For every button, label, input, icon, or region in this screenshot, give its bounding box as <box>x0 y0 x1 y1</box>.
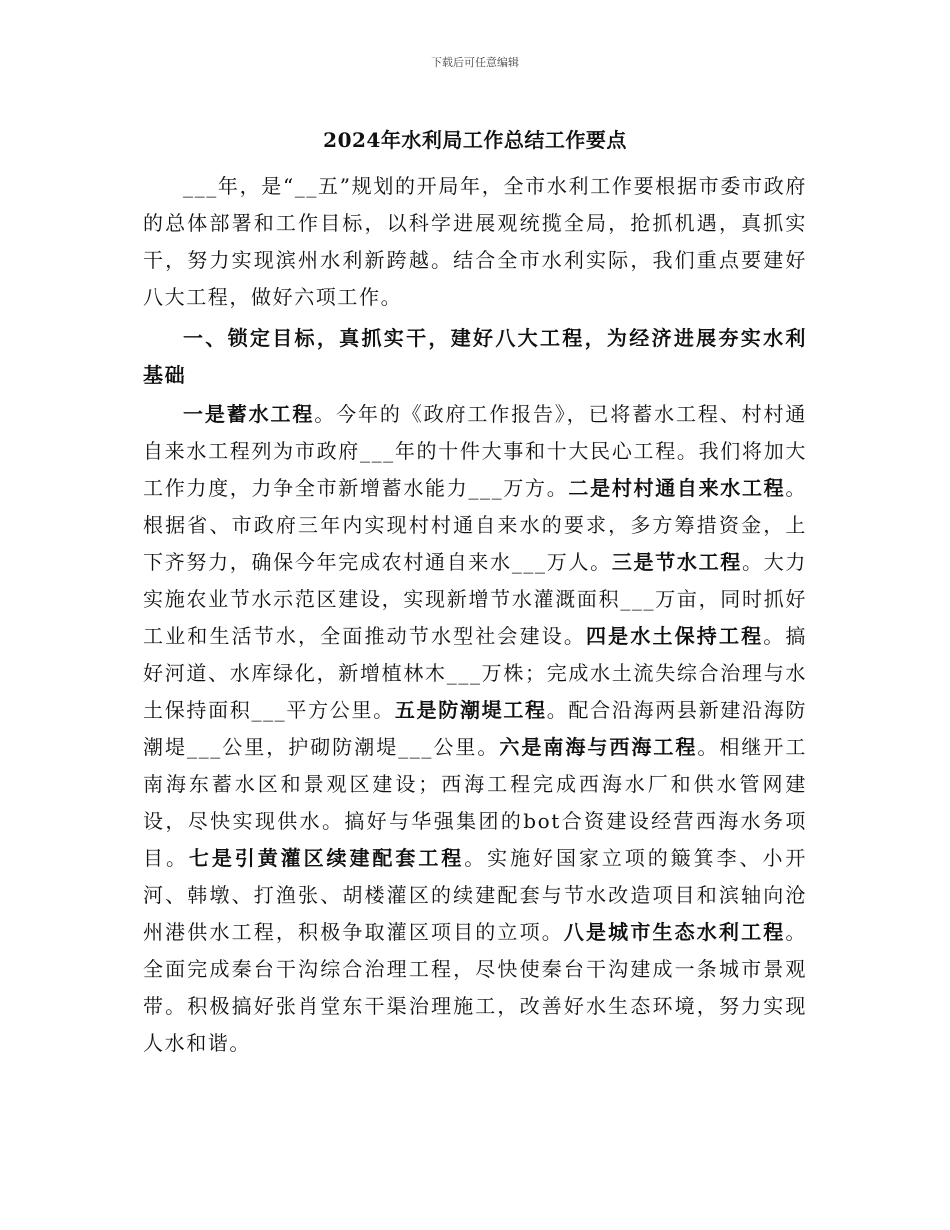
projects-paragraph <box>143 396 807 1062</box>
section-heading: 一、锁定目标，真抓实干，建好八大工程，为经济进展夯实水利基础 <box>143 326 807 387</box>
project-label: 二是村村通自来水工程 <box>568 476 786 500</box>
project-text: 。实施好国家立项的簸箕李、小开河、韩墩、打渔张、胡楼灌区的续建配套与节水改造项目和滨轴向沧州港供水工程，积极争取灌区项目的立项。 <box>143 846 807 944</box>
project-text: 。大力实施农业节水示范区建设，实现新增节水灌溉面积___万亩，同时抓好工业和生活节水，全面推动节水型社会建设。 <box>143 550 807 648</box>
project-text: 。根据省、市政府三年内实现村村通自来水的要求，多方筹措资金，上下齐努力，确保今年完成农村通自来水___万人。 <box>143 476 807 574</box>
project-label: 七是引黄灌区续建配套工程 <box>188 846 465 870</box>
intro-paragraph: ___年，是“__五”规划的开局年，全市水利工作要根据市委市政府的总体部署和工作目标，以科学进展观统揽全局，抢抓机遇，真抓实干，努力实现滨州水利新跨越。结合全市水利实际，我们重点要建好八大工程，做好六项工作。 <box>143 174 807 309</box>
project-label: 六是南海与西海工程 <box>499 735 698 759</box>
page-header: 下载后可任意编辑 <box>431 56 519 69</box>
project-label: 一是蓄水工程 <box>183 402 315 426</box>
project-label: 三是节水工程 <box>611 550 742 574</box>
project-text: 。相继开工南海东蓄水区和景观区建设；西海工程完成西海水厂和供水管网建设，尽快实现供水。搞好与华强集团的bot合资建设经营西海水务项目。 <box>143 735 808 870</box>
project-label: 四是水土保持工程 <box>586 624 764 648</box>
document-title: 2024年水利局工作总结工作要点 <box>323 128 627 152</box>
project-text: 。配合沿海两县新建沿海防潮堤___公里，护砌防潮堤___公里。 <box>143 698 807 759</box>
document-body <box>143 168 807 1062</box>
project-text: 。全面完成秦台干沟综合治理工程，尽快使秦台干沟建成一条城市景观带。积极搞好张肖堂东干渠治理施工，改善好水生态环境，努力实现人水和谐。 <box>143 920 807 1055</box>
project-text: 。搞好河道、水库绿化，新增植林木___万株；完成水土流失综合治理与水土保持面积___平方公里。 <box>143 624 808 722</box>
project-label: 八是城市生态水利工程 <box>563 920 786 944</box>
project-label: 五是防潮堤工程 <box>394 698 547 722</box>
project-text: 。今年的《政府工作报告》，已将蓄水工程、村村通自来水工程列为市政府___年的十件大事和十大民心工程。我们将加大工作力度，力争全市新增蓄水能力___万方。 <box>143 402 807 500</box>
